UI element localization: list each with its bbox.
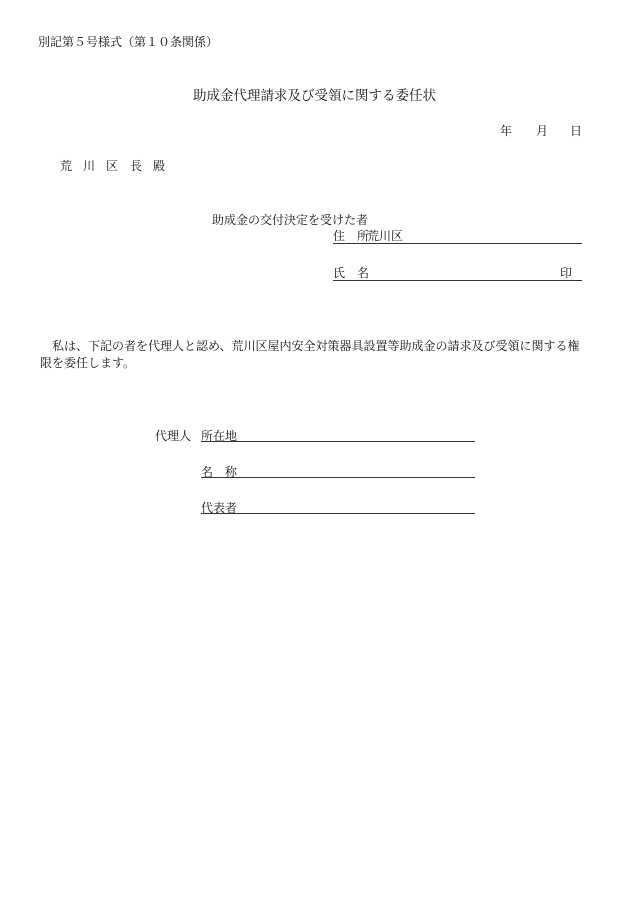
date-month: 月 xyxy=(536,124,549,138)
addressee-char: 長 xyxy=(130,159,143,173)
representative-label: 代表者 xyxy=(201,501,238,515)
name-field[interactable] xyxy=(333,280,582,281)
agent-name-field[interactable] xyxy=(201,477,475,478)
document-title: 助成金代理請求及び受領に関する委任状 xyxy=(193,88,436,104)
name-label: 氏 名 xyxy=(333,266,370,280)
addressee-char: 川 xyxy=(83,159,96,173)
location-label: 所在地 xyxy=(201,429,238,443)
location-field[interactable] xyxy=(201,441,475,442)
grantee-heading: 助成金の交付決定を受けた者 xyxy=(212,213,369,227)
agent-heading: 代理人 xyxy=(155,429,192,443)
addressee-char: 荒 xyxy=(60,159,73,173)
address-value: 荒川区 xyxy=(367,229,404,243)
date-year: 年 xyxy=(500,124,513,138)
body-line: 限を委任します。 xyxy=(40,356,136,370)
agent-name-label: 名 称 xyxy=(201,465,238,479)
address-field[interactable] xyxy=(333,243,582,244)
date-day: 日 xyxy=(570,124,583,138)
form-number: 別記第５号様式（第１０条関係） xyxy=(38,35,219,49)
addressee-char: 殿 xyxy=(153,159,166,173)
addressee-char: 区 xyxy=(106,159,119,173)
seal-mark: 印 xyxy=(560,266,573,280)
representative-field[interactable] xyxy=(201,513,475,514)
address-label: 住 所 xyxy=(333,229,370,243)
body-line: 私は、下記の者を代理人と認め、荒川区屋内安全対策器具設置等助成金の請求及び受領に関する権 xyxy=(52,339,580,353)
